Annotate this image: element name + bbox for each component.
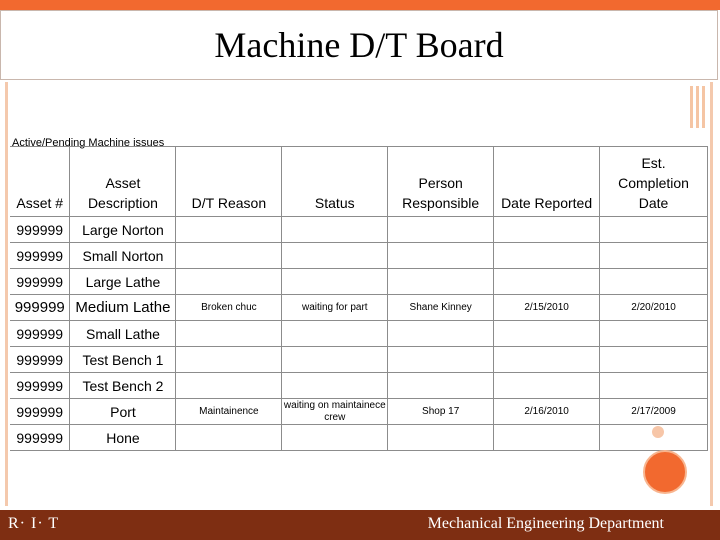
table-cell: Small Norton	[70, 243, 176, 269]
table-cell: Large Norton	[70, 217, 176, 243]
decorative-small-circle	[652, 426, 664, 438]
table-cell	[388, 347, 494, 373]
column-header	[70, 147, 176, 217]
column-header-line: Responsible	[402, 195, 480, 211]
table-cell	[176, 217, 282, 243]
table-cell	[176, 373, 282, 399]
column-header-line: D/T Reason	[191, 195, 267, 211]
table-cell: 999999	[10, 217, 70, 243]
footer-logo-text: R· I· T	[8, 515, 60, 532]
table-cell: Hone	[70, 425, 176, 451]
spreadsheet-image	[10, 134, 708, 450]
table-cell: 2/20/2010	[600, 295, 708, 321]
table-cell: Small Lathe	[70, 321, 176, 347]
column-header-line: Asset #	[16, 195, 64, 211]
column-header-line: Date	[638, 195, 669, 211]
table-cell	[388, 425, 494, 451]
machine-issues-table	[10, 146, 708, 451]
decorative-orange-circle	[643, 450, 687, 494]
table-cell: 999999	[10, 321, 70, 347]
table-cell	[282, 321, 388, 347]
table-cell	[494, 321, 600, 347]
table-cell	[176, 347, 282, 373]
table-cell: Test Bench 1	[70, 347, 176, 373]
table-header-row	[10, 147, 708, 217]
table-cell	[282, 347, 388, 373]
table-cell: 2/16/2010	[494, 399, 600, 425]
footer-bar	[0, 510, 720, 540]
frame-left-line	[5, 82, 8, 506]
table-cell	[176, 321, 282, 347]
table-cell	[494, 217, 600, 243]
table-cell	[282, 425, 388, 451]
top-accent-bar	[0, 0, 720, 10]
title-box	[0, 10, 718, 80]
table-cell: 999999	[10, 399, 70, 425]
table-cell: 999999	[10, 347, 70, 373]
column-header	[600, 147, 708, 217]
table-cell: Test Bench 2	[70, 373, 176, 399]
table-cell: 2/17/2009	[600, 399, 708, 425]
column-header-line: Status	[314, 195, 355, 211]
table-row	[10, 217, 708, 243]
table-cell	[282, 243, 388, 269]
column-header	[282, 147, 388, 217]
table-cell	[388, 321, 494, 347]
sheet-heading: Active/Pending Machine issues	[12, 137, 165, 149]
decorative-stripes	[690, 86, 708, 128]
column-header	[176, 147, 282, 217]
table-row	[10, 243, 708, 269]
table-cell: 999999	[10, 243, 70, 269]
table-row	[10, 347, 708, 373]
column-header-line: Est.	[641, 155, 666, 171]
table-cell: waiting on maintainece crew	[282, 399, 388, 425]
table-cell: 2/15/2010	[494, 295, 600, 321]
table-cell: 999999	[10, 373, 70, 399]
table-row	[10, 321, 708, 347]
column-header-line: Asset	[105, 175, 141, 191]
table-cell	[600, 321, 708, 347]
table-cell	[176, 243, 282, 269]
column-header	[494, 147, 600, 217]
table-cell	[282, 217, 388, 243]
table-cell	[176, 269, 282, 295]
table-cell	[282, 373, 388, 399]
column-header-line: Person	[418, 175, 463, 191]
footer-department: Mechanical Engineering Department	[427, 515, 664, 532]
table-cell	[388, 243, 494, 269]
table-cell	[282, 269, 388, 295]
table-row	[10, 295, 708, 321]
table-cell: 999999	[10, 269, 70, 295]
table-cell	[388, 269, 494, 295]
table-cell	[600, 347, 708, 373]
table-cell: Large Lathe	[70, 269, 176, 295]
column-header-line: Date Reported	[501, 195, 593, 211]
table-cell	[600, 217, 708, 243]
column-header-line: Description	[87, 195, 158, 211]
column-header-line: Completion	[618, 175, 689, 191]
table-cell: waiting for part	[282, 295, 388, 321]
table-cell: Shop 17	[388, 399, 494, 425]
table-cell: Shane Kinney	[388, 295, 494, 321]
table-row	[10, 373, 708, 399]
table-row	[10, 269, 708, 295]
table-cell	[176, 425, 282, 451]
table-cell: 999999	[10, 425, 70, 451]
column-header	[388, 147, 494, 217]
table-cell	[600, 243, 708, 269]
table-cell	[388, 373, 494, 399]
table-cell	[494, 347, 600, 373]
table-cell	[494, 269, 600, 295]
table-cell: 999999	[10, 295, 70, 321]
slide-title: Machine D/T Board	[214, 25, 504, 65]
table-cell: Port	[70, 399, 176, 425]
table-cell: Broken chuc	[176, 295, 282, 321]
table-row	[10, 425, 708, 451]
table-cell: Medium Lathe	[70, 295, 176, 321]
table-cell: Maintainence	[176, 399, 282, 425]
table-cell	[494, 373, 600, 399]
frame-right-line	[710, 82, 713, 506]
table-cell	[494, 243, 600, 269]
table-cell	[388, 217, 494, 243]
table-cell	[600, 373, 708, 399]
table-row	[10, 399, 708, 425]
table-cell	[600, 269, 708, 295]
table-cell	[494, 425, 600, 451]
column-header	[10, 147, 70, 217]
